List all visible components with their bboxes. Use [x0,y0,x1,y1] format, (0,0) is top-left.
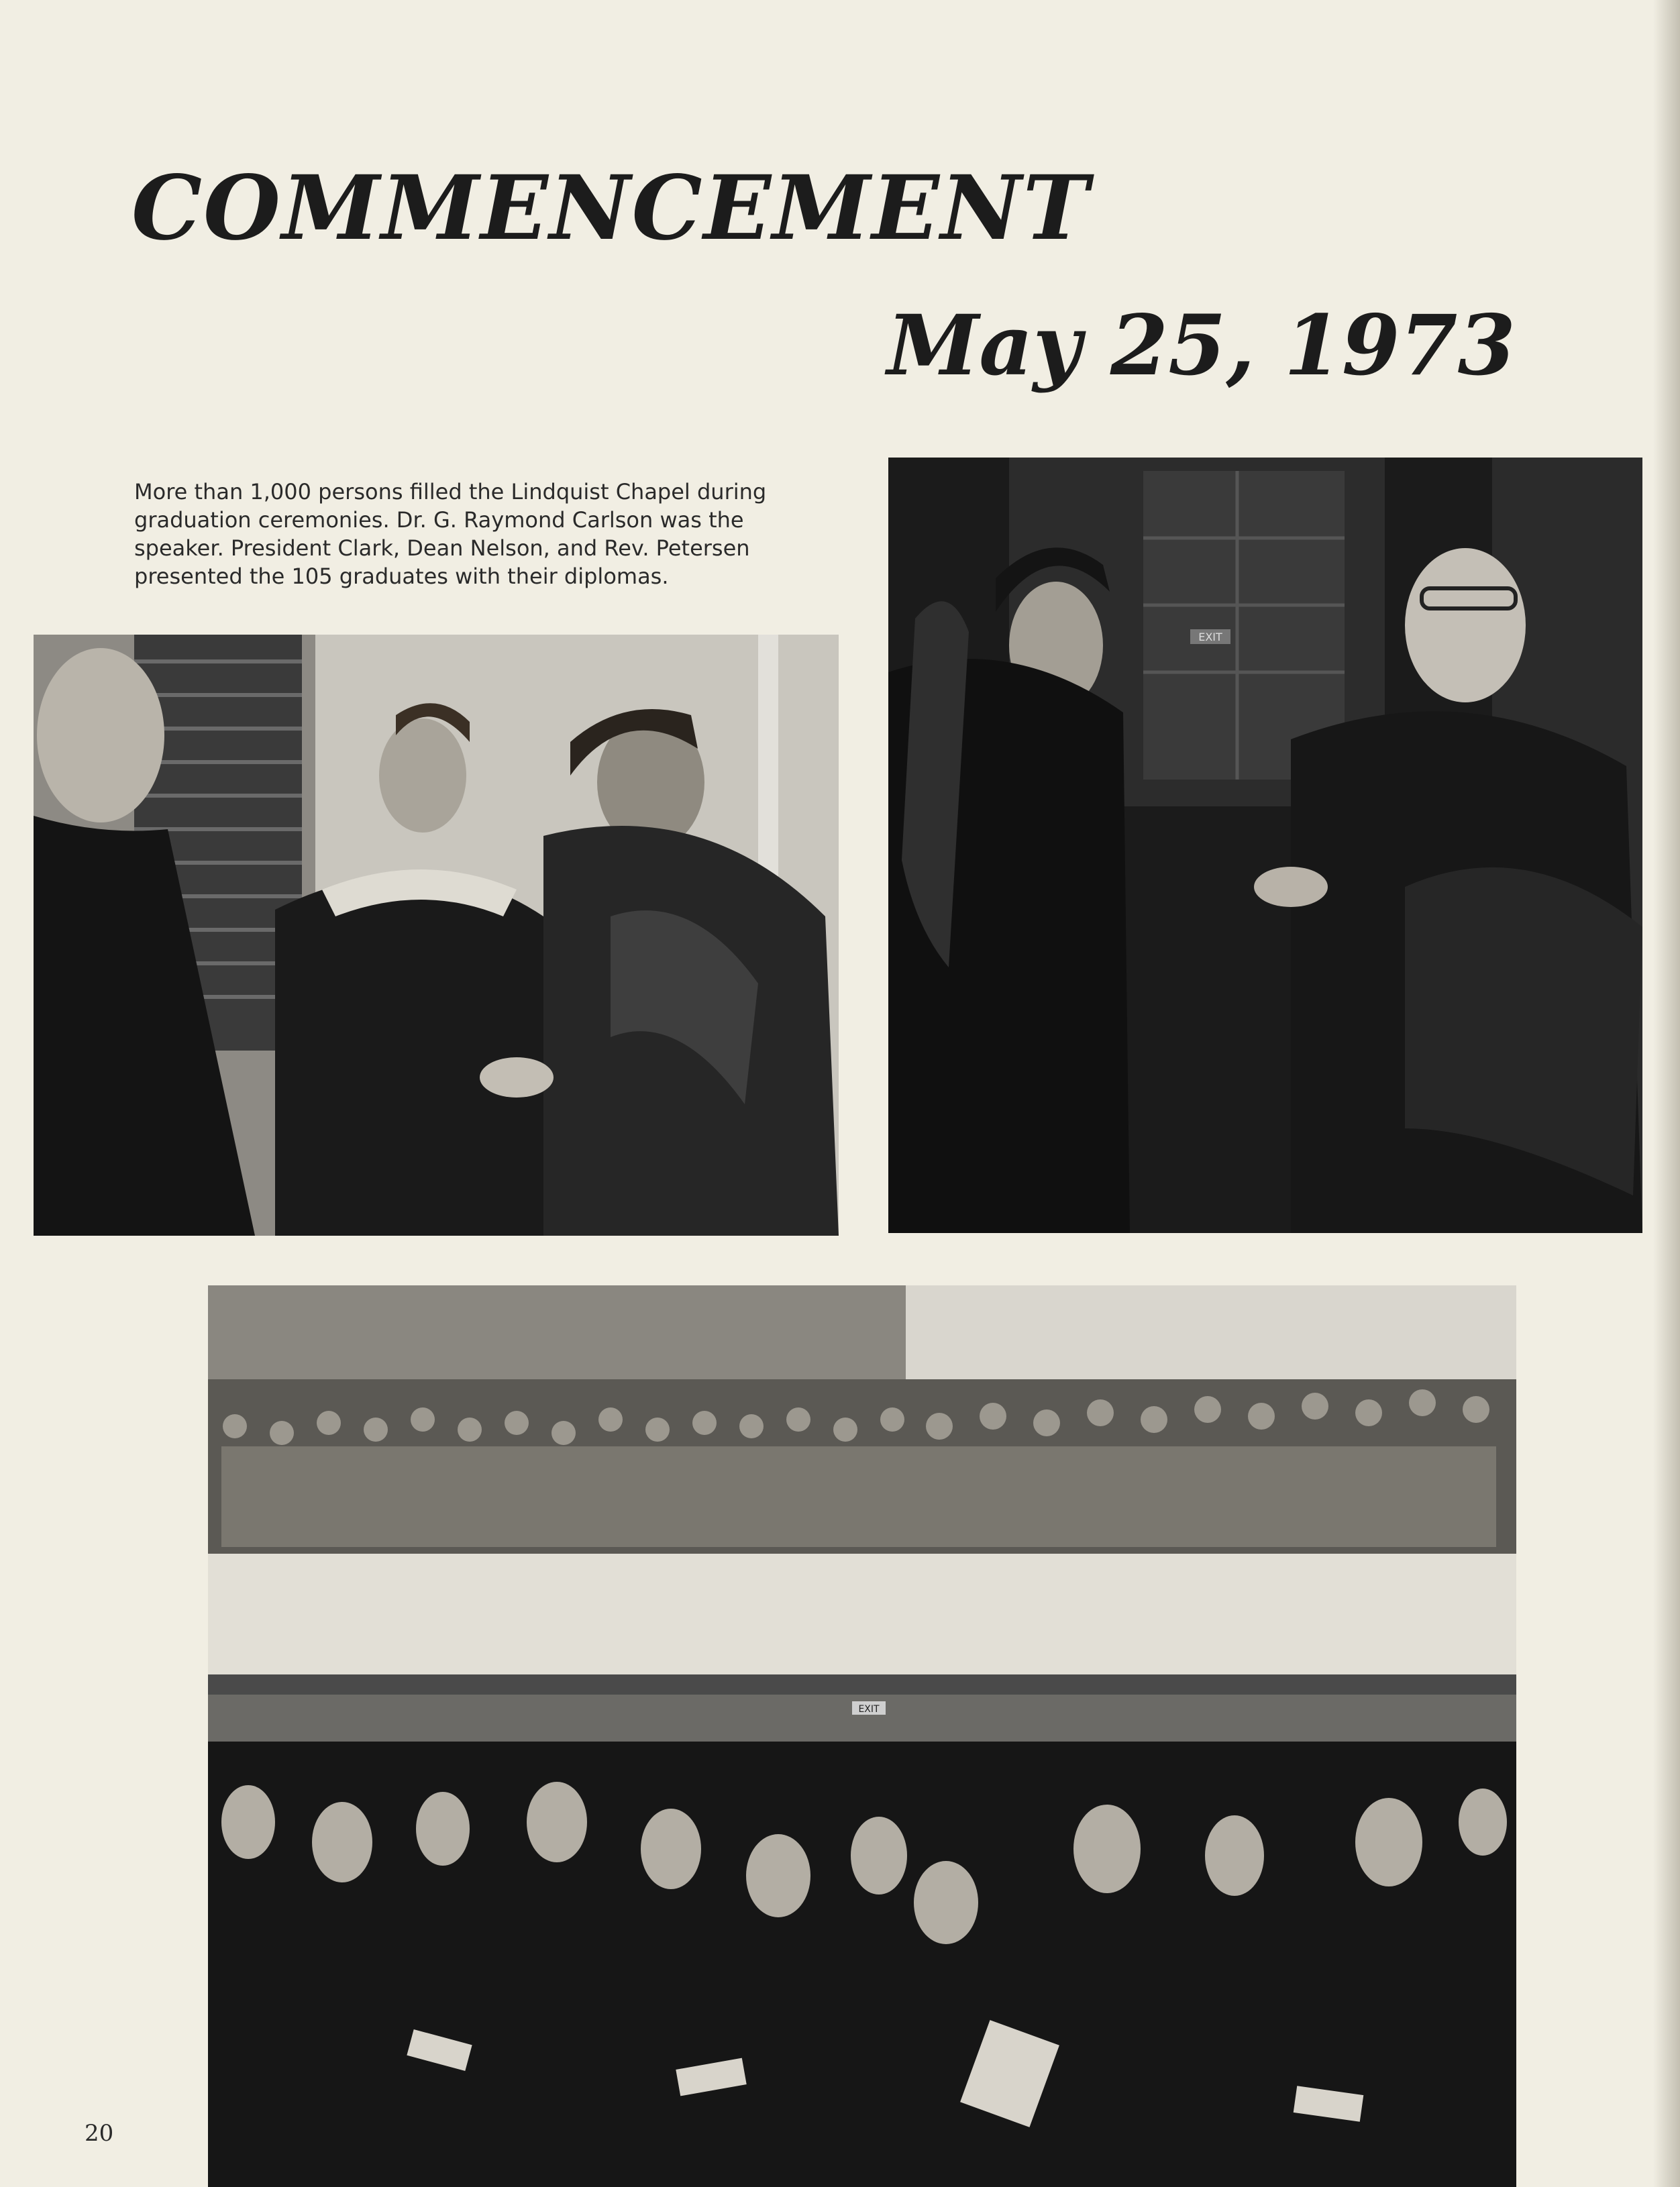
photo-caption: More than 1,000 persons filled the Lindquist Chapel during graduation ceremonies. Dr. G. Raymond Carlson was the speaker. President Clark, Dean Nelson, and Rev. Petersen presented the 105 graduates with their diplomas. [134,479,767,589]
chapel-audience-image [208,1285,1516,2187]
chapel-doorway-photo [888,458,1642,1233]
chapel-doorway-image [888,458,1642,1233]
page-number: 20 [85,2120,114,2147]
page-edge-shadow [1653,0,1680,2187]
diploma-presentation-image [34,635,839,1236]
commencement-date: May 25, 1973 [887,297,1516,394]
exit-sign: EXIT [1198,631,1222,643]
chapel-audience-photo [208,1285,1516,2187]
exit-sign: EXIT [858,1704,880,1715]
page-title: COMMENCEMENT [132,156,1090,260]
diploma-presentation-photo [34,635,839,1236]
